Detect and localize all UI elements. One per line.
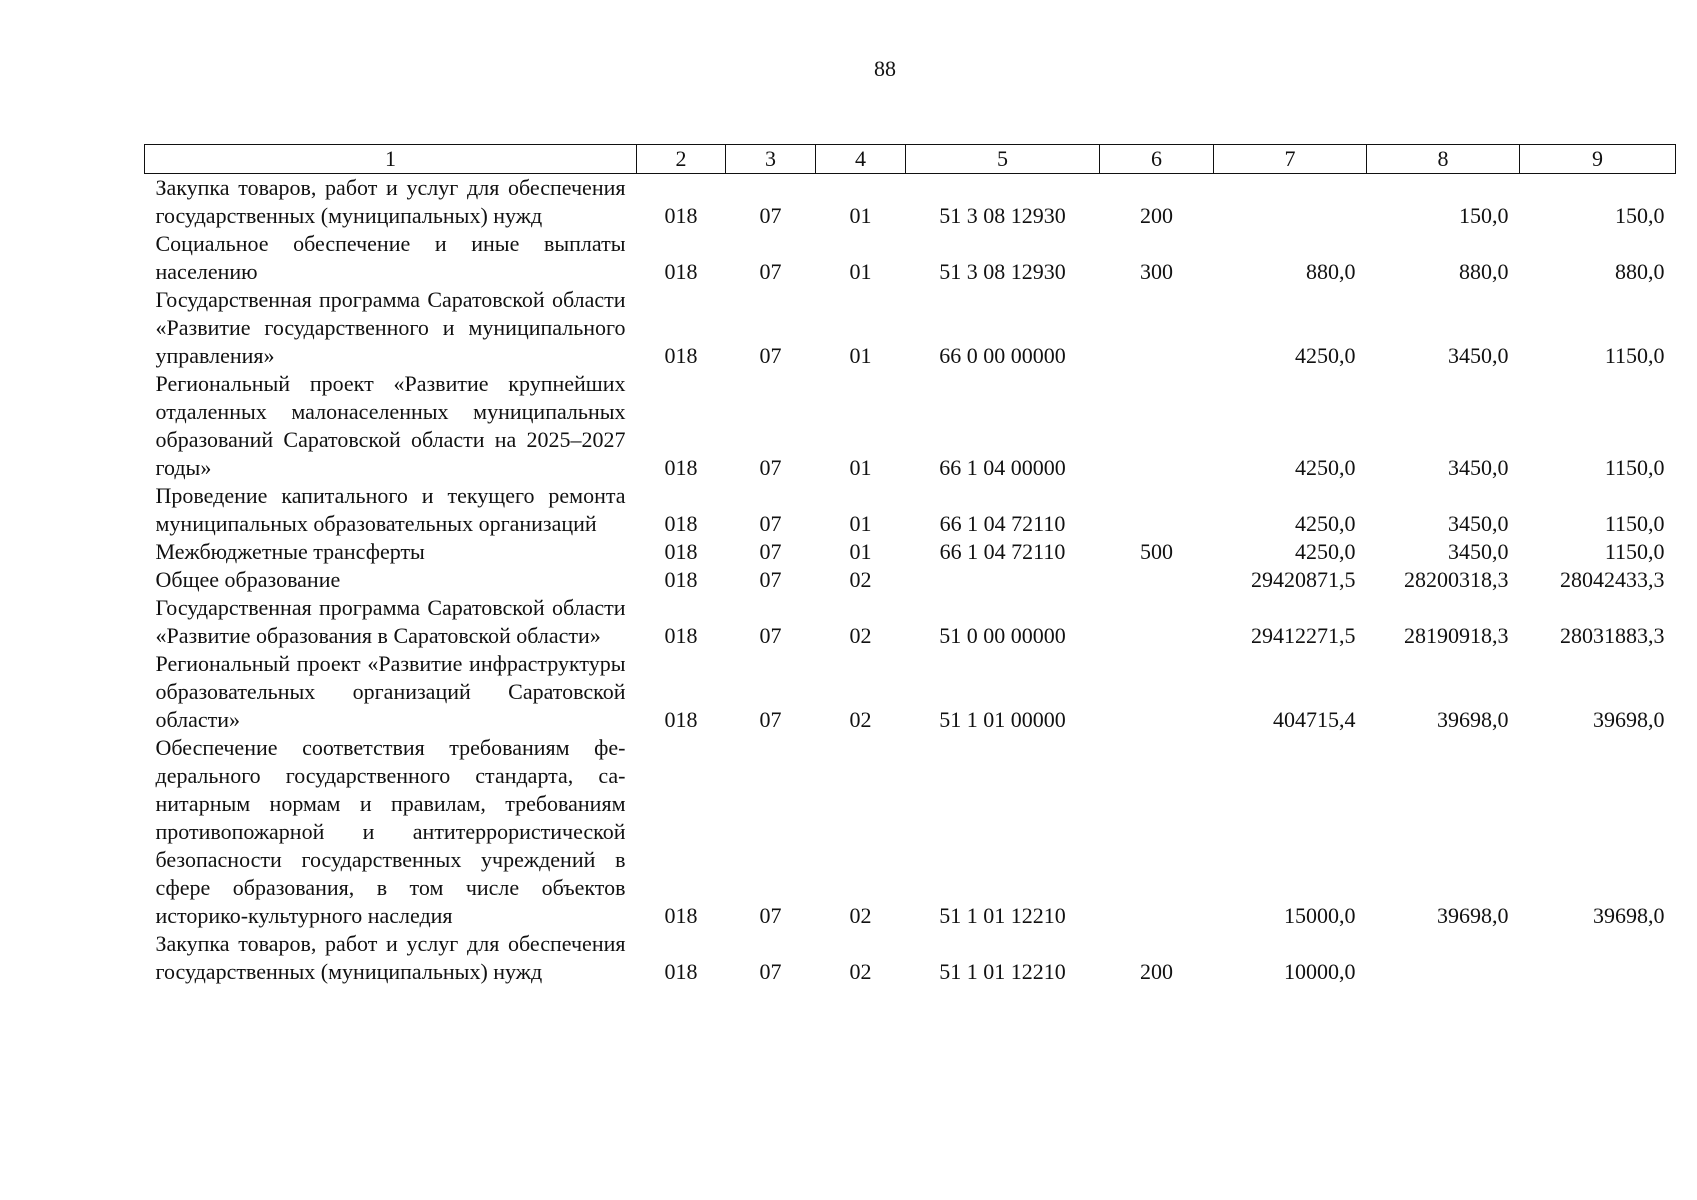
row-subsection-code: 02 <box>849 903 872 928</box>
budget-table <box>144 144 1676 986</box>
row-amount-col8: 3450,0 <box>1448 343 1509 368</box>
row-amount-col8: 3450,0 <box>1448 455 1509 480</box>
table-row <box>145 286 1676 370</box>
table-row <box>145 930 1676 986</box>
row-amount-col9: 880,0 <box>1615 259 1665 284</box>
row-target-article: 66 1 04 00000 <box>939 455 1066 480</box>
row-amount-col7: 29412271,5 <box>1251 623 1356 648</box>
row-ved-code: 018 <box>664 623 698 648</box>
row-name: Обеспечение соответствия требованиям федерального государственного стандарта, санитарным нормам и правилам, требованиям противопожарной и антитеррористической безопасности государственных учреждений в сфере образования, в том числе объектов историко-культурного наследия <box>155 735 626 928</box>
row-amount-col9: 1150,0 <box>1604 455 1665 480</box>
row-target-article: 51 1 01 00000 <box>939 707 1066 732</box>
row-amount-col7: 404715,4 <box>1273 707 1356 732</box>
row-amount-col7: 880,0 <box>1306 259 1356 284</box>
row-expense-type: 300 <box>1140 259 1173 284</box>
row-expense-type <box>1100 482 1214 538</box>
row-amount-col8: 28190918,3 <box>1404 623 1509 648</box>
row-amount-col7: 29420871,5 <box>1251 567 1356 592</box>
row-amount-col9: 150,0 <box>1615 203 1665 228</box>
row-section-code: 07 <box>759 203 782 228</box>
row-amount-col9: 1150,0 <box>1604 343 1665 368</box>
row-amount-col9: 39698,0 <box>1593 903 1665 928</box>
table-row <box>145 594 1676 650</box>
row-amount-col8: 150,0 <box>1459 203 1509 228</box>
row-amount-col8: 3450,0 <box>1448 511 1509 536</box>
row-amount-col8: 880,0 <box>1459 259 1509 284</box>
column-header-6: 6 <box>1100 145 1214 174</box>
table-row <box>145 370 1676 482</box>
row-expense-type <box>1100 734 1214 930</box>
row-section-code: 07 <box>759 511 782 536</box>
row-target-article: 51 1 01 12210 <box>939 959 1066 984</box>
column-header-1: 1 <box>145 145 637 174</box>
row-subsection-code: 02 <box>849 623 872 648</box>
row-section-code: 07 <box>759 455 782 480</box>
row-expense-type <box>1100 286 1214 370</box>
row-subsection-code: 01 <box>849 455 872 480</box>
row-amount-col7: 4250,0 <box>1295 343 1356 368</box>
row-amount-col8: 39698,0 <box>1437 707 1509 732</box>
row-ved-code: 018 <box>664 511 698 536</box>
row-subsection-code: 01 <box>849 539 872 564</box>
row-section-code: 07 <box>759 539 782 564</box>
row-subsection-code: 02 <box>849 707 872 732</box>
row-amount-col8: 39698,0 <box>1437 903 1509 928</box>
row-name: Региональный проект «Развитие инфраструктуры образовательных организаций Саратовской области» <box>155 651 626 732</box>
row-name: Социальное обеспечение и иные выплаты населению <box>155 231 626 284</box>
row-expense-type: 200 <box>1140 203 1173 228</box>
row-subsection-code: 01 <box>849 343 872 368</box>
row-expense-type: 500 <box>1140 539 1173 564</box>
column-header-3: 3 <box>726 145 816 174</box>
row-amount-col7: 4250,0 <box>1295 511 1356 536</box>
row-ved-code: 018 <box>664 707 698 732</box>
table-header <box>145 145 1676 174</box>
row-amount-col7 <box>1214 174 1367 231</box>
column-header-8: 8 <box>1367 145 1520 174</box>
row-name: Закупка товаров, работ и услуг для обеспечения государственных (муниципальных) нужд <box>155 175 626 228</box>
row-amount-col7: 15000,0 <box>1284 903 1356 928</box>
column-header-2: 2 <box>637 145 726 174</box>
row-ved-code: 018 <box>664 203 698 228</box>
table-row <box>145 174 1676 231</box>
row-amount-col8: 3450,0 <box>1448 539 1509 564</box>
row-amount-col9 <box>1520 930 1676 986</box>
row-amount-col9: 28042433,3 <box>1560 567 1665 592</box>
row-name: Межбюджетные трансферты <box>155 539 425 564</box>
row-ved-code: 018 <box>664 343 698 368</box>
row-ved-code: 018 <box>664 959 698 984</box>
table-row <box>145 566 1676 594</box>
row-target-article: 51 0 00 00000 <box>939 623 1066 648</box>
row-section-code: 07 <box>759 707 782 732</box>
row-amount-col9: 28031883,3 <box>1560 623 1665 648</box>
table-row <box>145 538 1676 566</box>
row-amount-col7: 4250,0 <box>1295 539 1356 564</box>
column-header-9: 9 <box>1520 145 1676 174</box>
row-subsection-code: 01 <box>849 259 872 284</box>
row-name: Государственная программа Саратовской области «Развитие образования в Саратовской области» <box>155 595 626 648</box>
row-name: Общее образование <box>155 567 341 592</box>
column-header-4: 4 <box>816 145 906 174</box>
row-section-code: 07 <box>759 959 782 984</box>
row-expense-type: 200 <box>1140 959 1173 984</box>
row-subsection-code: 01 <box>849 203 872 228</box>
row-ved-code: 018 <box>664 259 698 284</box>
row-ved-code: 018 <box>664 567 698 592</box>
row-amount-col8: 28200318,3 <box>1404 567 1509 592</box>
row-expense-type <box>1100 650 1214 734</box>
row-subsection-code: 02 <box>849 567 872 592</box>
table-body <box>145 174 1676 987</box>
row-section-code: 07 <box>759 903 782 928</box>
row-expense-type <box>1100 370 1214 482</box>
row-section-code: 07 <box>759 259 782 284</box>
row-ved-code: 018 <box>664 903 698 928</box>
page-number: 88 <box>874 56 896 81</box>
row-amount-col9: 39698,0 <box>1593 707 1665 732</box>
row-target-article: 51 3 08 12930 <box>939 203 1066 228</box>
row-expense-type <box>1100 594 1214 650</box>
column-header-7: 7 <box>1214 145 1367 174</box>
header-row <box>145 145 1676 174</box>
row-ved-code: 018 <box>664 539 698 564</box>
row-subsection-code: 02 <box>849 959 872 984</box>
row-amount-col7: 10000,0 <box>1284 959 1356 984</box>
row-section-code: 07 <box>759 343 782 368</box>
row-section-code: 07 <box>759 623 782 648</box>
row-target-article <box>906 566 1100 594</box>
row-amount-col7: 4250,0 <box>1295 455 1356 480</box>
table-row <box>145 734 1676 930</box>
row-amount-col9: 1150,0 <box>1604 539 1665 564</box>
row-name: Проведение капитального и текущего ремонта муниципальных образовательных организаций <box>155 483 626 536</box>
row-subsection-code: 01 <box>849 511 872 536</box>
row-name: Закупка товаров, работ и услуг для обеспечения государственных (муниципальных) нужд <box>155 931 626 984</box>
row-amount-col8 <box>1367 930 1520 986</box>
table-row <box>145 482 1676 538</box>
row-ved-code: 018 <box>664 455 698 480</box>
row-name: Государственная программа Саратовской области «Развитие государственного и муниципального управления» <box>155 287 626 368</box>
column-header-5: 5 <box>906 145 1100 174</box>
row-amount-col9: 1150,0 <box>1604 511 1665 536</box>
row-target-article: 51 1 01 12210 <box>939 903 1066 928</box>
row-name: Региональный проект «Развитие крупнейших отдаленных малонаселенных муниципальных образований Саратовской области на 2025–2027 годы» <box>155 371 626 480</box>
row-target-article: 66 1 04 72110 <box>939 511 1066 536</box>
row-section-code: 07 <box>759 567 782 592</box>
table-row <box>145 230 1676 286</box>
row-expense-type <box>1100 566 1214 594</box>
row-target-article: 66 1 04 72110 <box>939 539 1066 564</box>
row-target-article: 66 0 00 00000 <box>939 343 1066 368</box>
row-target-article: 51 3 08 12930 <box>939 259 1066 284</box>
table-row <box>145 650 1676 734</box>
